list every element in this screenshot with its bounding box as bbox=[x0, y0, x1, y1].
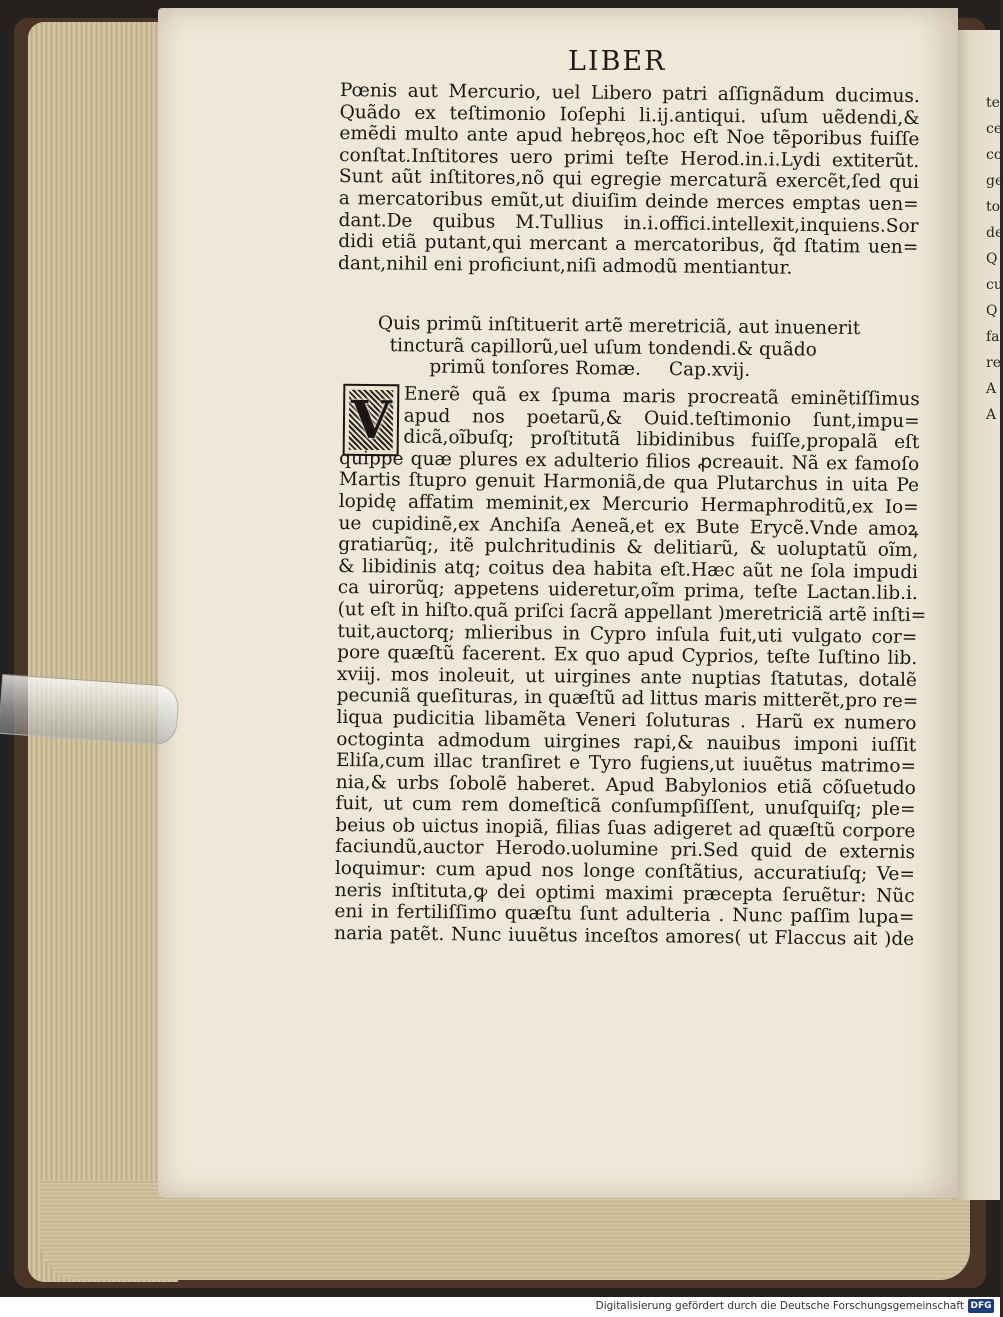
body-line: Martis ſtupro genuit Harmoniã,de qua Plutarchus in uita Pe bbox=[338, 469, 920, 497]
body-line: liqua pudicitia libamẽta Veneri ſoluturas . Harũ ex numero bbox=[336, 706, 917, 734]
text-line: conſtat.Inſtitores uero primi teſte Herod.in.i.Lydi extiterũt. bbox=[339, 144, 920, 172]
initial-letter: V bbox=[350, 389, 392, 452]
body-line: ue cupidinẽ,ex Anchiſa Aeneã,et ex Bute Erycẽ.Vnde amoꝝ bbox=[338, 512, 919, 540]
body-line: gratiarũq;, itẽ pulchritudinis & delitiarũ, & uoluptatũ oĩm, bbox=[338, 534, 919, 562]
body-line: faciundũ,auctor Herodo.uolumine pri.Sed quid de externis bbox=[335, 836, 916, 864]
text-line: a mercatoribus emũt,ut diuiſim deinde merces emptas uen= bbox=[338, 187, 919, 216]
body-line: apud nos poetarũ,& Ouid.teſtimonio ſunt,impu= bbox=[403, 405, 920, 432]
body-line: naria patẽt. Nunc iuuẽtus inceſtos amores( ut Flaccus ait )de bbox=[334, 922, 915, 950]
chapter-heading-line: Quis primũ inſtituerit artẽ meretriciã, aut inuenerit bbox=[377, 313, 861, 340]
body-line: octoginta admodum uirgines rapi,& nauibus imponi iuſſit bbox=[336, 728, 917, 756]
body-line: tuit,auctorq; mlieribus in Cypro inſula fuit,uti vulgato cor= bbox=[337, 620, 918, 648]
facing-page-text: te ce co ge to de Q cu Q fa re A A bbox=[986, 95, 1003, 423]
chapter-body bbox=[334, 383, 927, 950]
body-line: nia,& urbs ſobolẽ haberet. Apud Babylonios etiã cõſuetudo bbox=[335, 771, 916, 799]
book-clamp bbox=[0, 674, 180, 746]
page-edges bbox=[28, 22, 178, 1282]
body-line: & libidinis atq; coitus dea habita eſt.Hæc aũt ne ſola impudi bbox=[337, 555, 919, 583]
body-line: loquimur: cum apud nos longe conſtãtius, accuratiuſq; Ve= bbox=[334, 858, 915, 886]
body-line: pecuniã queſituras, in quæſtũ ad littus maris mitterẽt,pro re= bbox=[336, 685, 919, 713]
text-line: didi etiã putant,qui mercant a mercatoribus, q̃d ſtatim uen= bbox=[338, 231, 919, 259]
chapter-number: Cap.xvij. bbox=[668, 359, 751, 382]
text-line: emẽdi multo ante apud hebręos,hoc eſt Noe tẽporibus fuiſſe bbox=[339, 123, 920, 151]
text-line: Sunt aũt inſtitores,nõ qui egregie mercaturã exercẽt,ſed qui bbox=[338, 166, 920, 194]
body-line: dicã,oĩbuſq; proſtitutã libidinibus fuiſſe,propalã eſt bbox=[403, 426, 920, 454]
text-line: Pœnis aut Mercurio, uel Libero patri aſſignãdum ducimus. bbox=[339, 80, 920, 108]
body-line: xviij. mos inoleuit, ut uirgines ante nuptias ſtatutas, dotalẽ bbox=[336, 663, 918, 691]
body-line: ca uirorũq; appetens uideretur,oĩm prima, teſte Lactan.lib.i. bbox=[337, 577, 918, 605]
body-line: beius ob uictus inopiã, filias ſuas adigeret ad quæſtũ corpore bbox=[335, 814, 916, 842]
text-line: dant,nihil eni proficiunt,niſi admodũ mentiantur. bbox=[337, 252, 793, 279]
text-block-top bbox=[338, 80, 920, 280]
body-line: Enerẽ quã ex ſpuma maris procreatã eminẽtiſſimus bbox=[403, 383, 920, 411]
body-line: Eliſa,cum illac tranſiret e Tyro fugiens,ut iuuẽtus matrimo= bbox=[335, 750, 917, 778]
funding-credit: Digitalisierung gefördert durch die Deutsche Forschungsgemeinschaft bbox=[595, 1300, 964, 1312]
text-line: Quãdo ex teſtimonio Ioſephi li.ij.antiqui. uſum uẽdendi,& bbox=[339, 101, 920, 129]
chapter-heading-line: tincturã capillorũ,uel uſum tondendi.& quãdo bbox=[389, 334, 817, 361]
body-line: (ut eſt in hiſto.quã priſci ſacrã appellant )meretriciã artẽ inſti= bbox=[337, 598, 927, 627]
body-line: quippe quæ plures ex adulterio filios ꝓcreauit. Nã ex famoſo bbox=[339, 447, 920, 475]
body-line: eni in fertiliſſimo quæſtu ſunt adulteria . Nunc paſſim lupa= bbox=[334, 901, 915, 929]
running-head: LIBER bbox=[568, 46, 667, 77]
footer-bar bbox=[0, 1297, 1000, 1317]
text-line: dant.De quibus M.Tullius in.i.offici.intellexit,inquiens.Sor bbox=[338, 209, 919, 237]
chapter-heading-text: primũ tonſores Romæ. bbox=[429, 356, 642, 380]
body-line: fuit, ut cum rem domeſticã conſumpſiſſent, unuſquiſq; ple= bbox=[335, 793, 916, 821]
body-line: lopidę affatim meminit,ex Mercurio Hermaphroditũ,ex Io= bbox=[338, 490, 919, 519]
dfg-logo: DFG bbox=[968, 1299, 994, 1313]
body-line: pore quæſtũ facerent. Ex quo apud Cyprios, teſte Iuſtino lib. bbox=[337, 642, 918, 670]
chapter-heading bbox=[377, 313, 898, 383]
body-line: neris inſtituta,ꝙ dei optimi maximi præcepta ſeruẽtur: Nũc bbox=[334, 879, 915, 907]
